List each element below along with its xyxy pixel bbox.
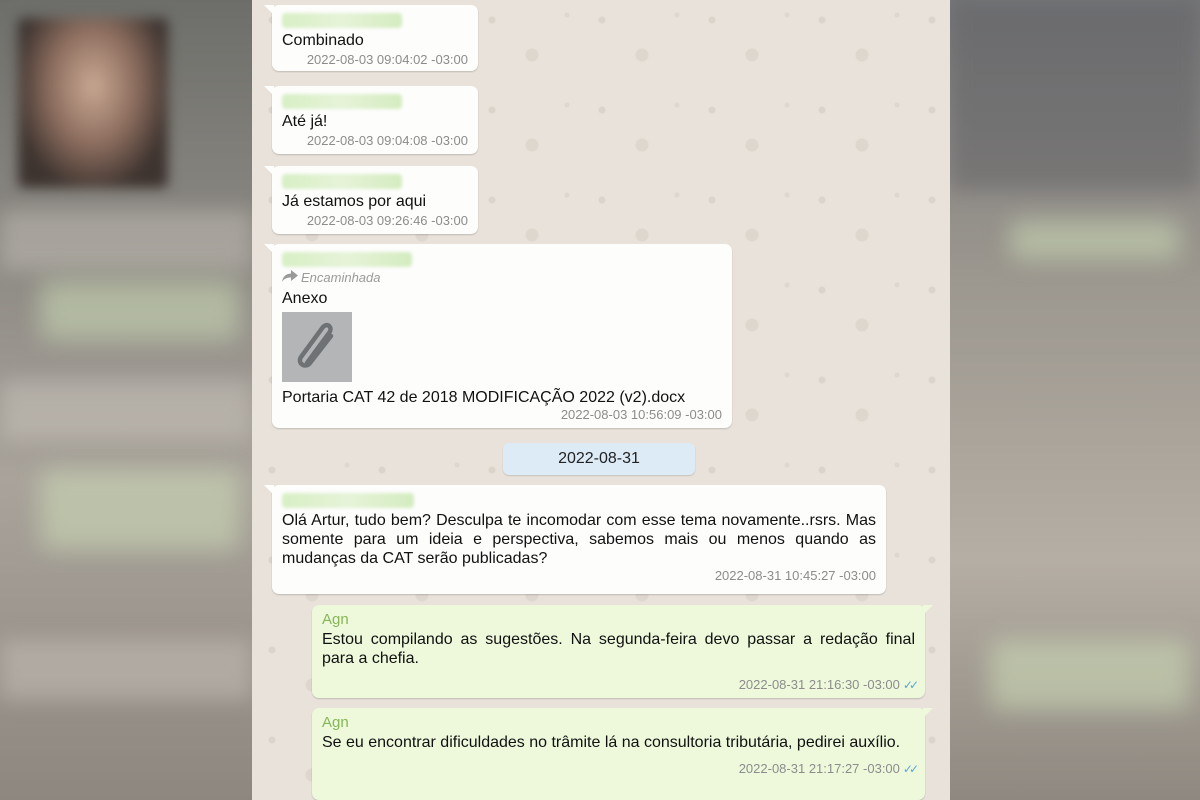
message-text: Se eu encontrar dificuldades no trâmite lá na consultoria tributária, pedirei auxílio. xyxy=(322,734,901,751)
message-text: Até já! xyxy=(282,113,328,130)
message-text: Olá Artur, tudo bem? Desculpa te incomodar com esse tema novamente..rsrs. Mas somente para um ideia e perspectiva, sabemos mais ou menos quando as mudanças da CAT serão publicadas? xyxy=(282,512,876,567)
forwarded-indicator xyxy=(282,270,722,285)
message-text: Já estamos por aqui xyxy=(282,193,427,210)
incoming-message[interactable] xyxy=(272,86,478,154)
redacted-sender-name xyxy=(282,252,412,267)
redacted-sender-name xyxy=(282,174,402,189)
message-text: Anexo xyxy=(282,290,328,307)
forwarded-label: Encaminhada xyxy=(301,270,381,285)
sender-name: Agn xyxy=(322,714,349,731)
message-timestamp-row xyxy=(322,761,915,776)
blurred-background-left xyxy=(0,0,252,800)
message-timestamp: 2022-08-03 10:56:09 -03:00 xyxy=(560,407,722,422)
message-text: Combinado xyxy=(282,32,364,49)
redacted-sender-name xyxy=(282,13,402,28)
incoming-message[interactable] xyxy=(272,485,886,594)
paperclip-icon xyxy=(293,319,341,376)
blurred-background-right xyxy=(950,0,1200,800)
message-timestamp: 2022-08-31 21:16:30 -03:00 xyxy=(738,677,900,692)
message-timestamp: 2022-08-03 09:26:46 -03:00 xyxy=(306,213,468,228)
message-timestamp-row xyxy=(322,677,915,692)
redacted-sender-name xyxy=(282,493,414,508)
chat-conversation[interactable] xyxy=(252,0,950,800)
outgoing-message[interactable] xyxy=(312,605,925,698)
attachment-thumbnail[interactable] xyxy=(282,312,352,382)
forward-arrow-icon xyxy=(282,270,298,285)
outgoing-message[interactable] xyxy=(312,708,925,800)
date-separator: 2022-08-31 xyxy=(503,443,695,475)
double-check-icon: ✓✓ xyxy=(902,762,915,776)
incoming-message[interactable] xyxy=(272,5,478,71)
message-timestamp: 2022-08-31 10:45:27 -03:00 xyxy=(714,568,876,583)
blurred-contact-photo xyxy=(18,18,168,188)
message-timestamp: 2022-08-03 09:04:08 -03:00 xyxy=(306,133,468,148)
double-check-icon: ✓✓ xyxy=(902,678,915,692)
redacted-sender-name xyxy=(282,94,402,109)
sender-name: Agn xyxy=(322,611,349,628)
incoming-message[interactable] xyxy=(272,166,478,234)
attachment-filename[interactable]: Portaria CAT 42 de 2018 MODIFICAÇÃO 2022 (v2).docx xyxy=(282,389,686,406)
message-text: Estou compilando as sugestões. Na segunda-feira devo passar a redação final para a chefia. xyxy=(322,631,915,667)
message-timestamp: 2022-08-03 09:04:02 -03:00 xyxy=(306,52,468,67)
message-timestamp: 2022-08-31 21:17:27 -03:00 xyxy=(738,761,900,776)
incoming-attachment-message[interactable] xyxy=(272,244,732,428)
